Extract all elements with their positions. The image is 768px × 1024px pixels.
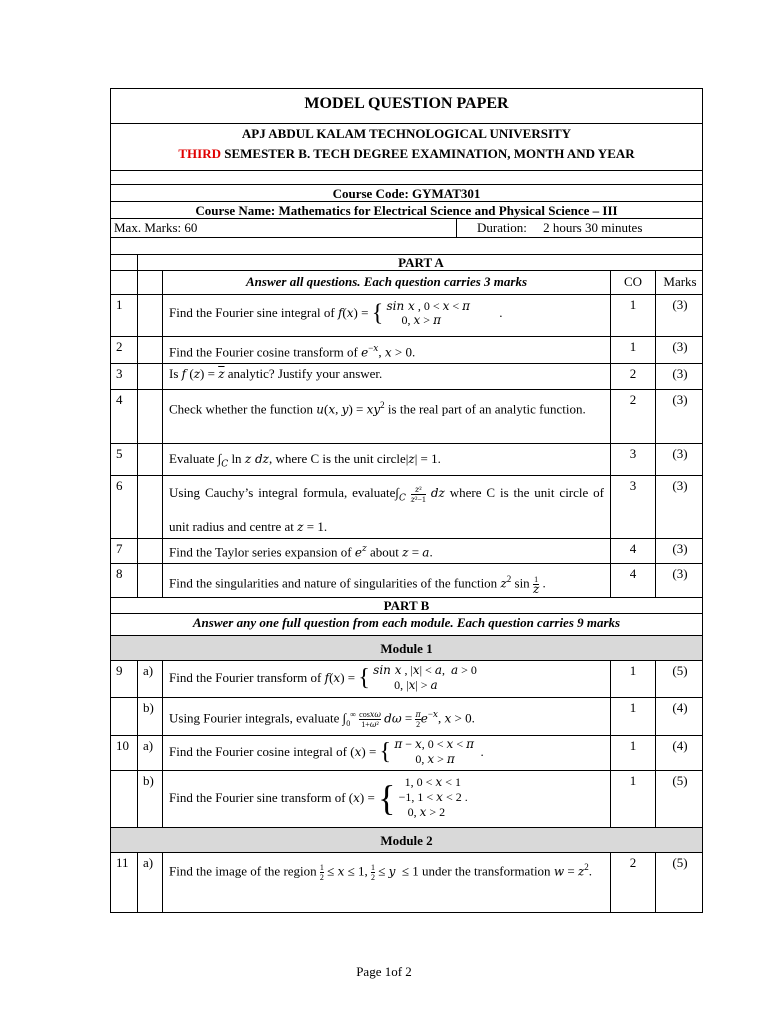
question-co: 3 xyxy=(611,444,656,477)
part-a-instruction-row xyxy=(111,271,702,295)
question-number: 2 xyxy=(111,337,138,363)
question-marks: (5) xyxy=(672,855,688,870)
course-code: Course Code: GYMAT301 xyxy=(111,185,702,202)
question-row xyxy=(111,390,702,444)
question-text: Find the singularities and nature of singularities of the function $z^2$ sin 1 z . xyxy=(163,564,611,597)
part-a-title: PART A xyxy=(398,255,444,270)
question-co: 2 xyxy=(611,853,656,912)
question-text: Using Cauchy’s integral formula, $evaluate\int_C$ z² z²−1 dz where C is the unit circle of unit radius and centre at z = 1. xyxy=(163,476,611,541)
question-marks: (3) xyxy=(672,478,688,493)
duration-value: 2 hours 30 minutes xyxy=(543,220,643,235)
duration-label: Duration: xyxy=(477,220,527,235)
part-b-instruction: Answer any one full question from each module. Each question carries 9 marks xyxy=(111,614,702,636)
question-number: 1 xyxy=(111,295,138,336)
question-paper-table xyxy=(110,88,703,913)
question-row xyxy=(111,539,702,564)
question-number: 9 xyxy=(111,661,138,697)
duration xyxy=(457,219,704,237)
university-name: APJ ABDUL KALAM TECHNOLOGICAL UNIVERSITY xyxy=(241,126,572,141)
module-1-header: Module 1 xyxy=(111,636,702,661)
question-co: 2 xyxy=(611,390,656,443)
question-text: Find the Fourier cosine transform of $e^{-x}$, x > 0. xyxy=(163,337,611,363)
question-row xyxy=(111,853,702,912)
question-marks: (3) xyxy=(672,297,688,312)
question-co: 1 xyxy=(611,771,656,827)
question-row xyxy=(111,364,702,390)
question-sub: b) xyxy=(138,771,163,827)
question-number: 3 xyxy=(111,364,138,389)
question-co: 1 xyxy=(611,736,656,770)
question-co: 2 xyxy=(611,364,656,389)
question-co: 4 xyxy=(611,539,656,563)
university-header xyxy=(111,124,702,171)
question-row xyxy=(111,698,702,736)
marks-header: Marks xyxy=(663,274,697,289)
question-marks: (4) xyxy=(672,700,688,715)
question-row xyxy=(111,295,702,337)
co-header: CO xyxy=(611,271,656,294)
question-co: 1 xyxy=(611,337,656,363)
question-number: 8 xyxy=(111,564,138,597)
question-number: 10 xyxy=(111,736,138,770)
question-text: Find the Fourier sine transform of (x) = { 1, 0 < x < 1 −1, 1 < x < 2 . 0, x > 2 xyxy=(163,771,611,827)
question-row xyxy=(111,476,702,539)
question-text: Find the Taylor series expansion of $e^z$ about z = a. xyxy=(163,539,611,563)
question-text: Find the image of the region 1 2 ≤ x ≤ 1, 1 2 ≤ y ≤ 1 under the transformation $w = z^2$. xyxy=(163,853,611,912)
marks-duration-row xyxy=(111,219,702,238)
question-marks: (3) xyxy=(672,339,688,354)
paper-title: MODEL QUESTION PAPER xyxy=(111,89,702,124)
course-name: Course Name: Mathematics for Electrical Science and Physical Science – III xyxy=(111,202,702,219)
semester-line xyxy=(111,144,702,164)
question-marks: (5) xyxy=(672,663,688,678)
question-number: 7 xyxy=(111,539,138,563)
question-text: Is f $(z) = \overline{z}$ analytic? Justify your answer. xyxy=(163,364,611,389)
question-text: Find the Fourier sine integral of f(x) = { sin x , 0 < x < π 0, x > π . xyxy=(163,295,611,336)
page-footer: Page 1of 2 xyxy=(356,964,412,979)
question-co: 1 xyxy=(611,661,656,697)
semester-rest: SEMESTER B. TECH DEGREE EXAMINATION, MONTH AND YEAR xyxy=(220,146,635,161)
question-sub: a) xyxy=(138,736,163,770)
spacer-row xyxy=(111,238,702,255)
question-co: 4 xyxy=(611,564,656,597)
question-marks: (3) xyxy=(672,541,688,556)
question-number: 6 xyxy=(111,476,138,541)
question-number: 5 xyxy=(111,444,138,477)
question-marks: (3) xyxy=(672,392,688,407)
question-marks: (3) xyxy=(672,446,688,461)
question-row xyxy=(111,564,702,598)
semester-highlight: THIRD xyxy=(178,146,221,161)
part-b-title: PART B xyxy=(111,598,702,614)
question-row xyxy=(111,444,702,476)
question-co: 1 xyxy=(611,295,656,336)
question-text: Find the Fourier cosine integral of (x) = { π − x, 0 < x < π 0, x > π . xyxy=(163,736,611,770)
question-row xyxy=(111,661,702,698)
module-2-header: Module 2 xyxy=(111,828,702,853)
question-number: 11 xyxy=(111,853,138,912)
question-marks: (4) xyxy=(672,738,688,753)
question-sub: a) xyxy=(138,661,163,697)
question-text: Using Fourier integrals, evaluate $\int_0^\infty$ cosxω 1+ω² $d\omega = \frac{\pi}{2}$ $e^{-x}$, x > 0. xyxy=(163,698,611,737)
question-row xyxy=(111,337,702,364)
question-sub: b) xyxy=(138,698,163,737)
question-co: 1 xyxy=(611,698,656,737)
question-marks: (5) xyxy=(672,773,688,788)
part-a-instruction: Answer all questions. Each question carries 3 marks xyxy=(163,271,611,294)
question-row xyxy=(111,736,702,771)
question-marks: (3) xyxy=(672,566,688,581)
part-a-title-row xyxy=(111,255,702,271)
question-text: Find the Fourier transform of f(x) = { sin x , |x| < a, a > 0 0, |x| > a xyxy=(163,661,611,697)
spacer-row xyxy=(111,171,702,185)
question-number: 4 xyxy=(111,390,138,443)
question-sub: a) xyxy=(138,853,163,912)
max-marks: Max. Marks: 60 xyxy=(111,219,457,237)
question-text: Check whether the function u(x, $y) = xy^2$ is the real part of an analytic function. xyxy=(163,390,611,443)
question-row xyxy=(111,771,702,828)
question-marks: (3) xyxy=(672,366,688,381)
question-text: Evaluate $\int_C$ ln z dz, where C is the unit circle|z| = 1. xyxy=(163,444,611,477)
question-co: 3 xyxy=(611,476,656,541)
